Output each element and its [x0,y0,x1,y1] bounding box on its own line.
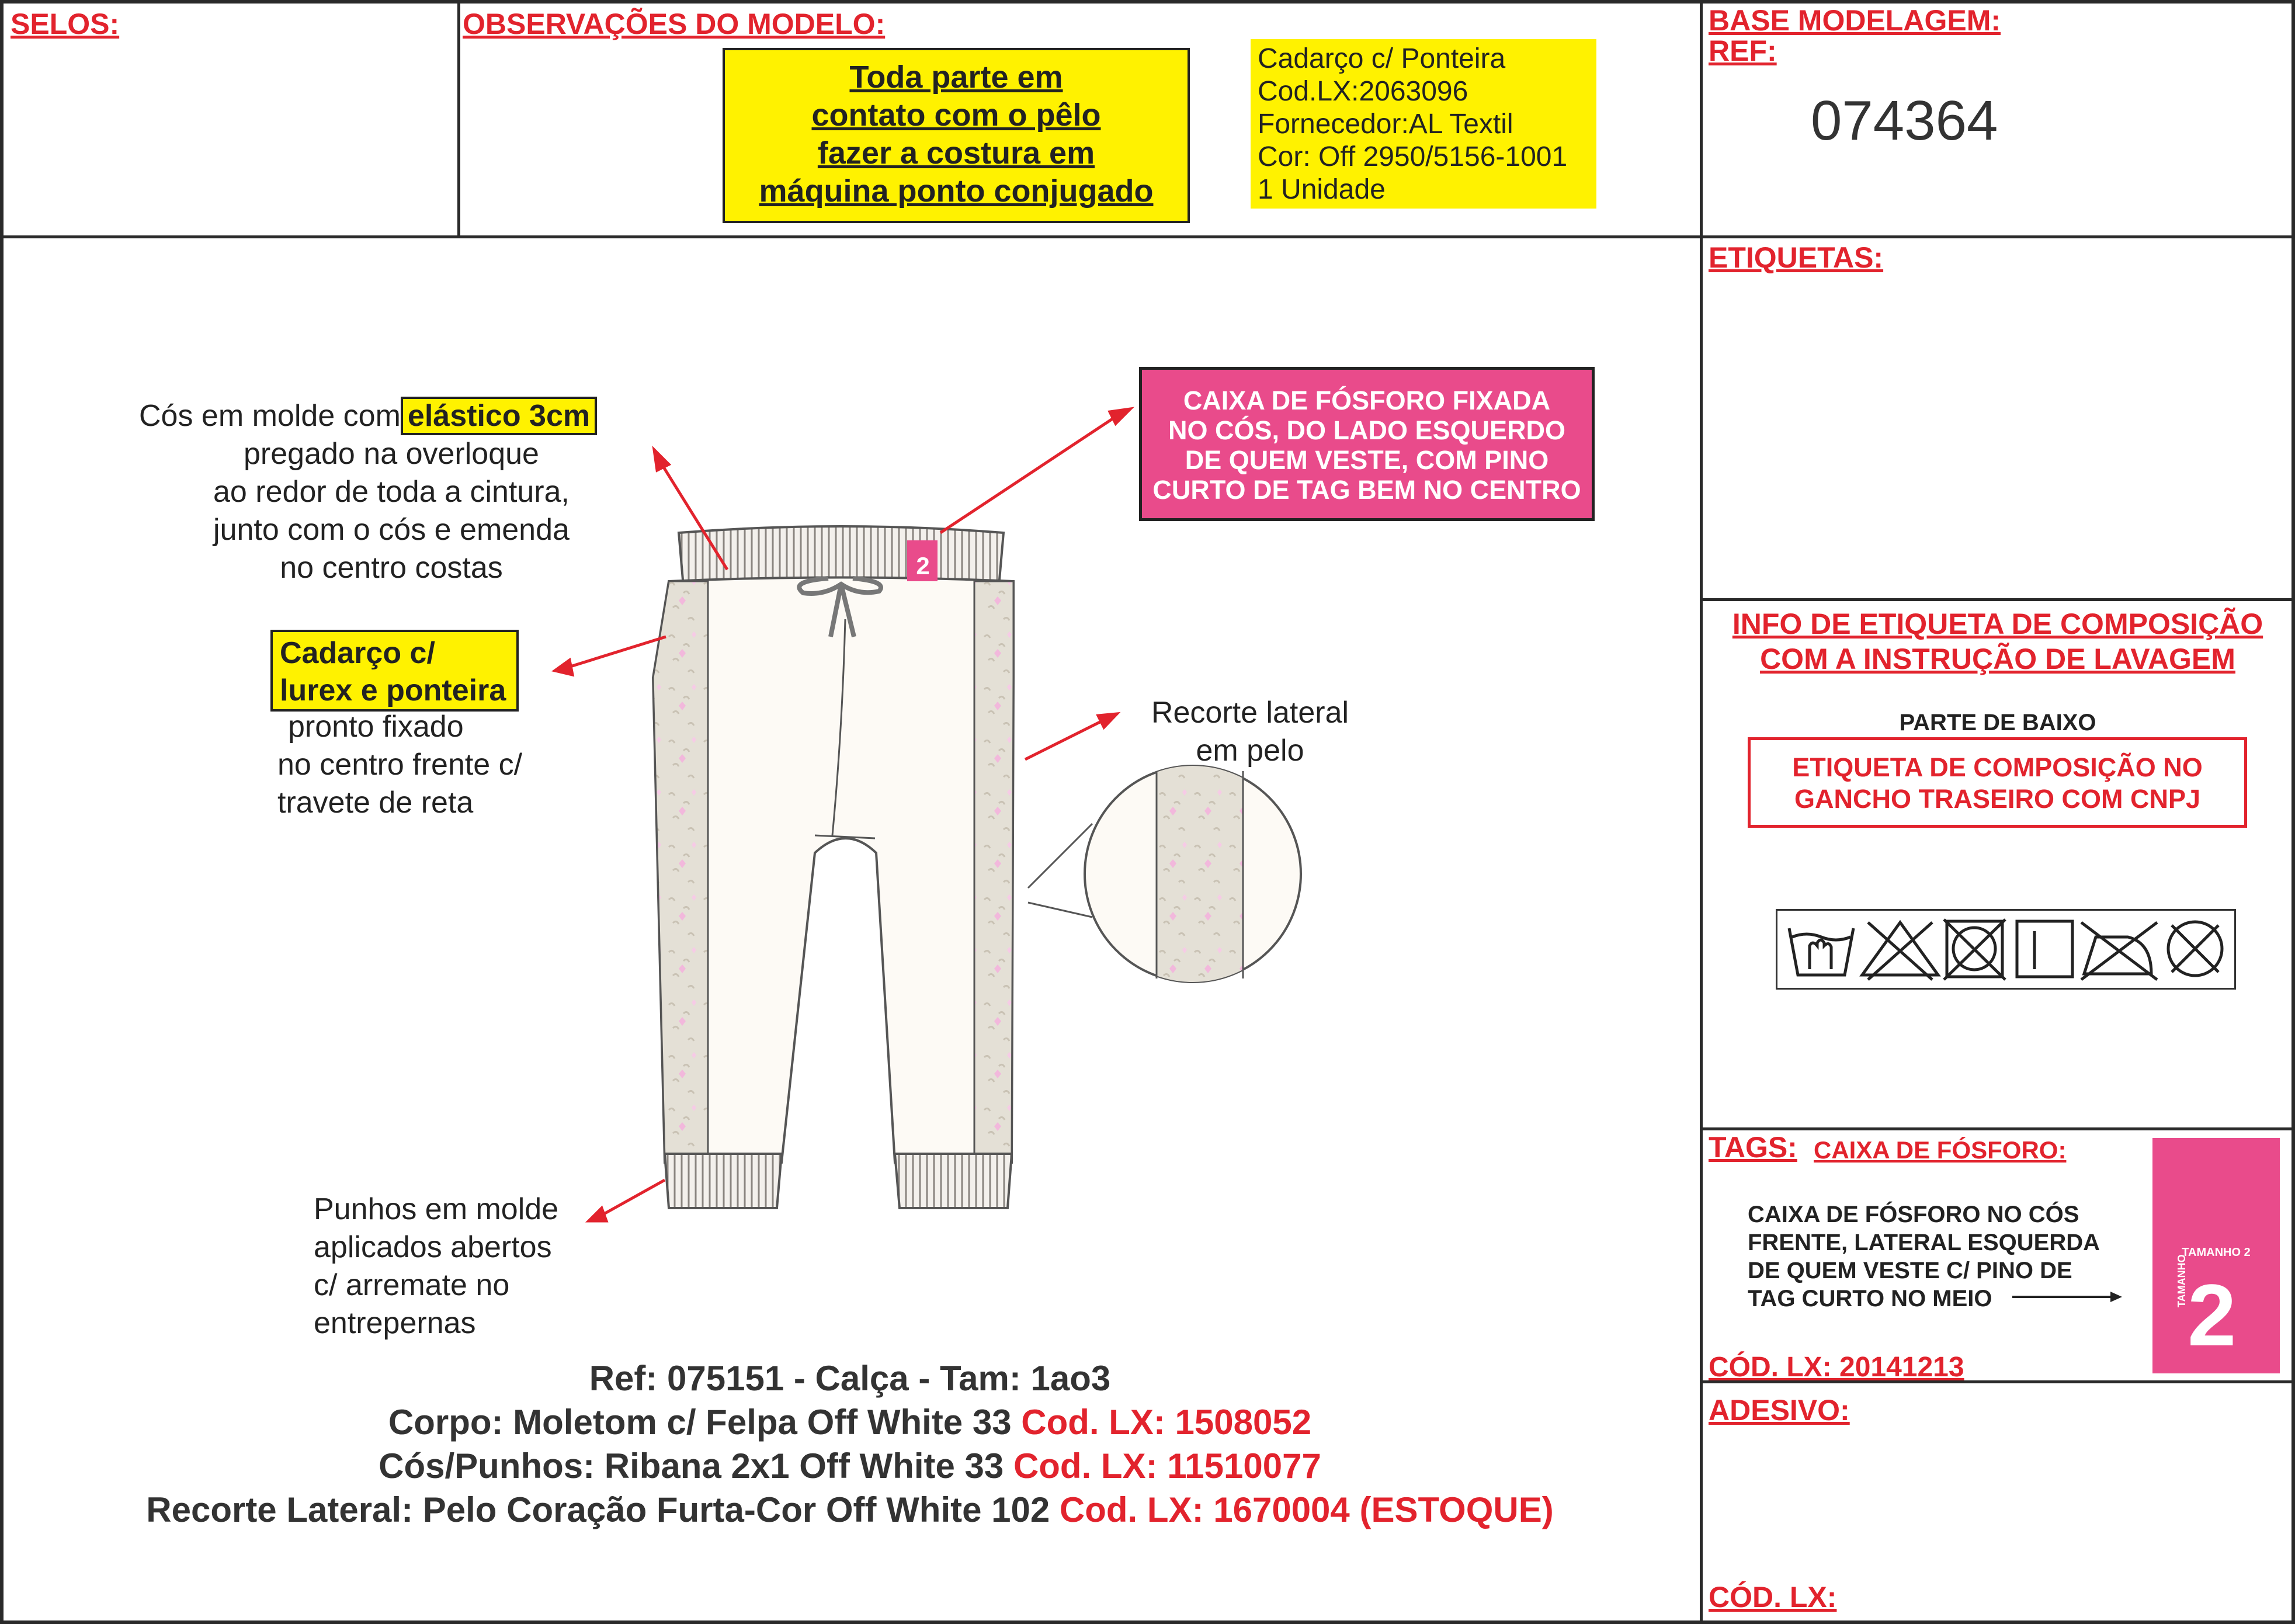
tags-note-line: DE QUEM VESTE C/ PINO DE [1748,1258,2072,1283]
cord-highlight-line: lurex e ponteira [280,674,506,707]
svg-text:2: 2 [916,552,930,579]
composition-box-line: GANCHO TRASEIRO COM CNPJ [1794,784,2201,814]
composition-box-line: ETIQUETA DE COMPOSIÇÃO NO [1792,752,2203,782]
cord-info-line: Fornecedor:AL Textil [1258,109,1513,140]
waist-callout-line: ao redor de toda a cintura, [213,475,570,509]
selos-label: SELOS: [11,8,120,40]
cord-info-line: 1 Unidade [1258,174,1386,205]
spec-line: Recorte Lateral: Pelo Coração Furta-Cor Off White 102 Cod. LX: 1670004 (ESTOQUE) [146,1490,1554,1529]
cord-highlight-line: Cadarço c/ [280,636,435,670]
spec-line: Cós/Punhos: Ribana 2x1 Off White 33 Cod. LX: 11510077 [379,1446,1321,1486]
cuff-callout-line: Punhos em molde [314,1192,559,1226]
cord-highlight-box [270,630,519,712]
spec-block [0,1356,1700,1532]
waist-callout-line: junto com o cós e emenda [213,513,570,547]
base-modelagem-label: BASE MODELAGEM: [1709,4,2001,37]
cord-callout-line: travete de reta [277,786,474,820]
etiquetas-label: ETIQUETAS: [1709,241,1884,274]
cord-callout-line: pronto fixado [288,710,464,744]
waist-callout-line: pregado na overloque [244,437,539,471]
ref-value: 074364 [1811,89,1998,152]
tag-number: 2 [2188,1266,2237,1364]
tag-side-text: TAMANHO [2176,1254,2188,1307]
matchbox-note-box [1139,367,1595,521]
matchbox-note-line: CAIXA DE FÓSFORO FIXADA [1183,386,1551,415]
sewing-note-line: Toda parte em [849,60,1063,95]
no-dry-clean-icon [2168,922,2222,976]
sewing-note-line: fazer a costura em [817,136,1095,171]
line-dry-icon [2017,921,2072,977]
tag-top-text: TAMANHO 2 [2182,1246,2251,1259]
waist-callout [187,435,596,587]
side-panel-callout-line: Recorte lateral [1151,696,1349,730]
side-panel-callout [1127,694,1373,770]
spec-line: Ref: 075151 - Calça - Tam: 1ao3 [589,1359,1111,1398]
parte-de-baixo: PARTE DE BAIXO [1899,710,2096,735]
waist-callout-first [139,397,597,435]
matchbox-note-line: DE QUEM VESTE, COM PINO [1185,445,1549,475]
care-icons-strip [1776,909,2236,990]
cord-info-line: Cadarço c/ Ponteira [1258,43,1506,74]
matchbox-note-line: NO CÓS, DO LADO ESQUERDO [1168,415,1566,445]
sewing-note-line: máquina ponto conjugado [759,173,1154,209]
tags-note-line: TAG CURTO NO MEIO [1748,1286,1992,1311]
elastic-highlight: elástico 3cm [401,397,597,435]
ref-label: REF: [1709,34,1777,67]
cuff-callout-line: entrepernas [314,1306,476,1340]
matchbox-tag [2152,1138,2280,1373]
caixa-label: CAIXA DE FÓSFORO: [1814,1136,2067,1164]
cod-lx-adesivo: CÓD. LX: [1709,1581,1837,1613]
arrow-right-icon [2012,1288,2123,1306]
no-tumble-dry-icon [1944,919,2005,980]
cuff-callout [314,1191,558,1342]
cuff-callout-line: c/ arremate no [314,1268,510,1302]
waist-callout-prefix: Cós em molde com [139,399,401,433]
waist-callout-line: no centro costas [280,551,503,585]
adesivo-label: ADESIVO: [1709,1394,1850,1427]
side-panel-callout-line: em pelo [1196,734,1304,768]
matchbox-note-line: CURTO DE TAG BEM NO CENTRO [1152,475,1581,505]
cord-info-line: Cod.LX:2063096 [1258,76,1468,107]
no-bleach-icon [1862,922,1938,980]
spec-line: Corpo: Moletom c/ Felpa Off White 33 Cod. LX: 1508052 [388,1403,1312,1442]
tags-note-line: CAIXA DE FÓSFORO NO CÓS [1748,1202,2079,1227]
composition-title [1703,606,2293,676]
cord-info-line: Cor: Off 2950/5156-1001 [1258,141,1568,172]
observacoes-label: OBSERVAÇÕES DO MODELO: [463,8,886,40]
cod-lx-tags: CÓD. LX: 20141213 [1709,1352,1964,1383]
cuff-callout-line: aplicados abertos [314,1230,552,1264]
no-iron-icon [2081,922,2157,980]
cord-callout [277,708,522,822]
sewing-note-line: contato com o pêlo [811,98,1101,133]
tags-label: TAGS: [1709,1131,1797,1164]
composition-title-line: INFO DE ETIQUETA DE COMPOSIÇÃO [1732,608,2263,640]
cord-callout-line: no centro frente c/ [277,748,523,782]
tags-note-line: FRENTE, LATERAL ESQUERDA [1748,1230,2100,1255]
hand-wash-icon [1789,928,1853,975]
composition-box [1748,737,2247,828]
composition-title-line: COM A INSTRUÇÃO DE LAVAGEM [1760,643,2235,675]
